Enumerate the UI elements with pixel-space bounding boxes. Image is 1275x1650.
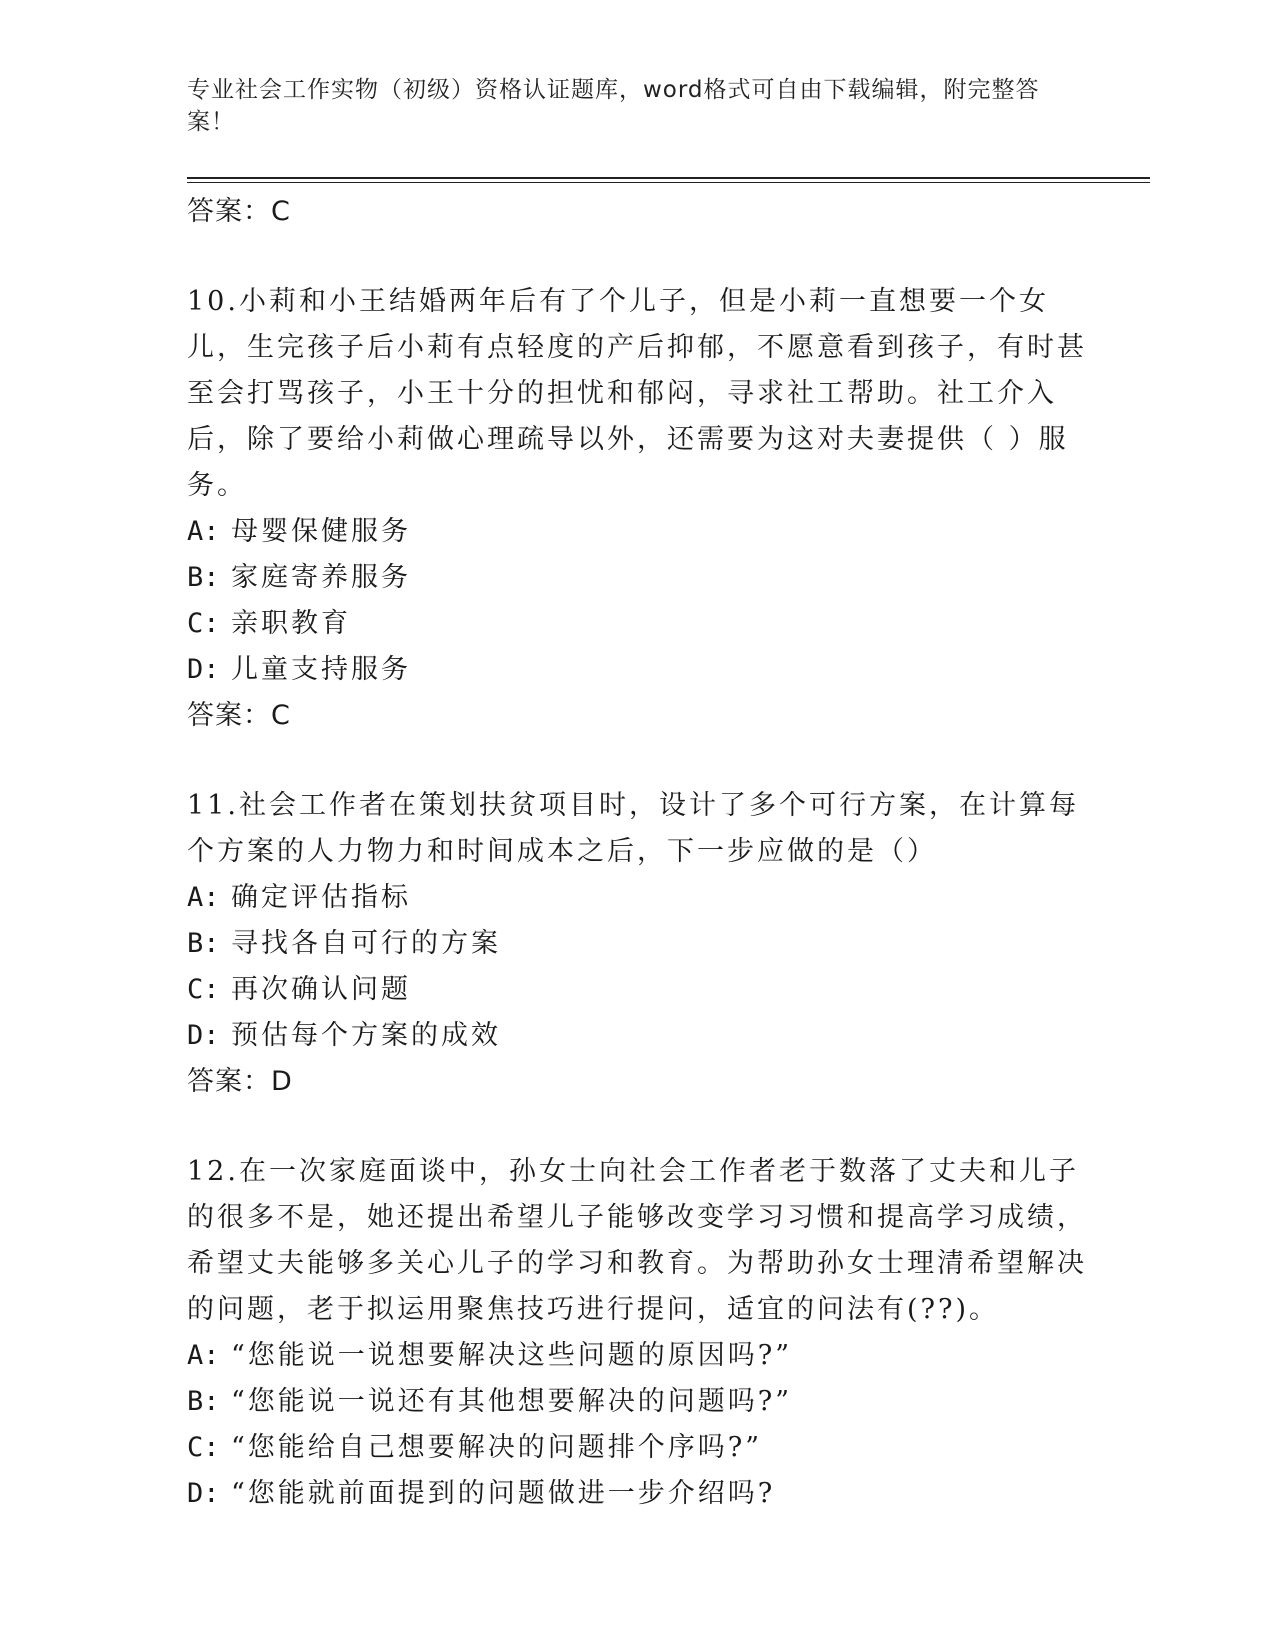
option-d bbox=[187, 1013, 1087, 1059]
question-block bbox=[187, 1149, 1087, 1517]
option-text: 家庭寄养服务 bbox=[231, 562, 411, 593]
option-c bbox=[187, 967, 1087, 1013]
question-text: 10.小莉和小王结婚两年后有了个儿子，但是小莉一直想要一个女儿，生完孩子后小莉有点轻度的产后抑郁，不愿意看到孩子，有时甚至会打骂孩子，小王十分的担忧和郁闷，寻求社工帮助。社工介入后，除了要给小莉做心理疏导以外，还需要为这对夫妻提供（ ）服务。 bbox=[187, 286, 1087, 501]
option-text: 亲职教育 bbox=[231, 608, 351, 639]
option-letter: A: bbox=[187, 516, 220, 547]
option-text: 儿童支持服务 bbox=[231, 654, 411, 685]
option-text: “您能给自己想要解决的问题排个序吗?” bbox=[231, 1432, 763, 1463]
option-letter: C: bbox=[187, 974, 220, 1005]
option-letter: D: bbox=[187, 654, 220, 685]
header-divider-thick bbox=[187, 177, 1150, 179]
question-text: 11.社会工作者在策划扶贫项目时，设计了多个可行方案，在计算每个方案的人力物力和时间成本之后，下一步应做的是（） bbox=[187, 790, 1079, 867]
question-block bbox=[187, 783, 1087, 1105]
option-text: “您能说一说想要解决这些问题的原因吗?” bbox=[231, 1340, 793, 1371]
option-c bbox=[187, 601, 1087, 647]
option-letter: D: bbox=[187, 1478, 220, 1509]
option-text: 母婴保健服务 bbox=[231, 516, 411, 547]
option-text: 寻找各自可行的方案 bbox=[231, 928, 501, 959]
option-b bbox=[187, 555, 1087, 601]
option-d bbox=[187, 647, 1087, 693]
option-letter: B: bbox=[187, 928, 220, 959]
option-letter: A: bbox=[187, 882, 220, 913]
answer-line: 答案：C bbox=[187, 700, 291, 731]
question-text: 12.在一次家庭面谈中，孙女士向社会工作者老于数落了丈夫和儿子的很多不是，她还提出希望儿子能够改变学习习惯和提高学习成绩，希望丈夫能够多关心儿子的学习和教育。为帮助孙女士理清希望解决的问题，老于拟运用聚焦技巧进行提问，适宜的问法有(??)。 bbox=[187, 1156, 1087, 1325]
question-block bbox=[187, 279, 1087, 739]
header-divider-thin bbox=[187, 182, 1150, 183]
option-letter: C: bbox=[187, 1432, 220, 1463]
option-a bbox=[187, 1333, 1087, 1379]
option-letter: C: bbox=[187, 608, 220, 639]
answer-line: 答案：D bbox=[187, 1066, 293, 1097]
option-text: 预估每个方案的成效 bbox=[231, 1020, 501, 1051]
option-a bbox=[187, 875, 1087, 921]
option-a bbox=[187, 509, 1087, 555]
option-c bbox=[187, 1425, 1087, 1471]
option-letter: B: bbox=[187, 1386, 220, 1417]
option-text: “您能就前面提到的问题做进一步介绍吗? bbox=[231, 1478, 776, 1509]
option-letter: A: bbox=[187, 1340, 220, 1371]
answer-line: 答案：C bbox=[187, 196, 291, 227]
option-b bbox=[187, 921, 1087, 967]
option-letter: D: bbox=[187, 1020, 220, 1051]
option-text: 再次确认问题 bbox=[231, 974, 411, 1005]
option-text: 确定评估指标 bbox=[231, 882, 411, 913]
question-list bbox=[187, 189, 1087, 1517]
document-header bbox=[187, 74, 1067, 138]
header-text: 专业社会工作实物（初级）资格认证题库，word格式可自由下载编辑，附完整答案！ bbox=[187, 77, 1040, 135]
option-letter: B: bbox=[187, 562, 220, 593]
option-d bbox=[187, 1471, 1087, 1517]
option-text: “您能说一说还有其他想要解决的问题吗?” bbox=[231, 1386, 793, 1417]
option-b bbox=[187, 1379, 1087, 1425]
